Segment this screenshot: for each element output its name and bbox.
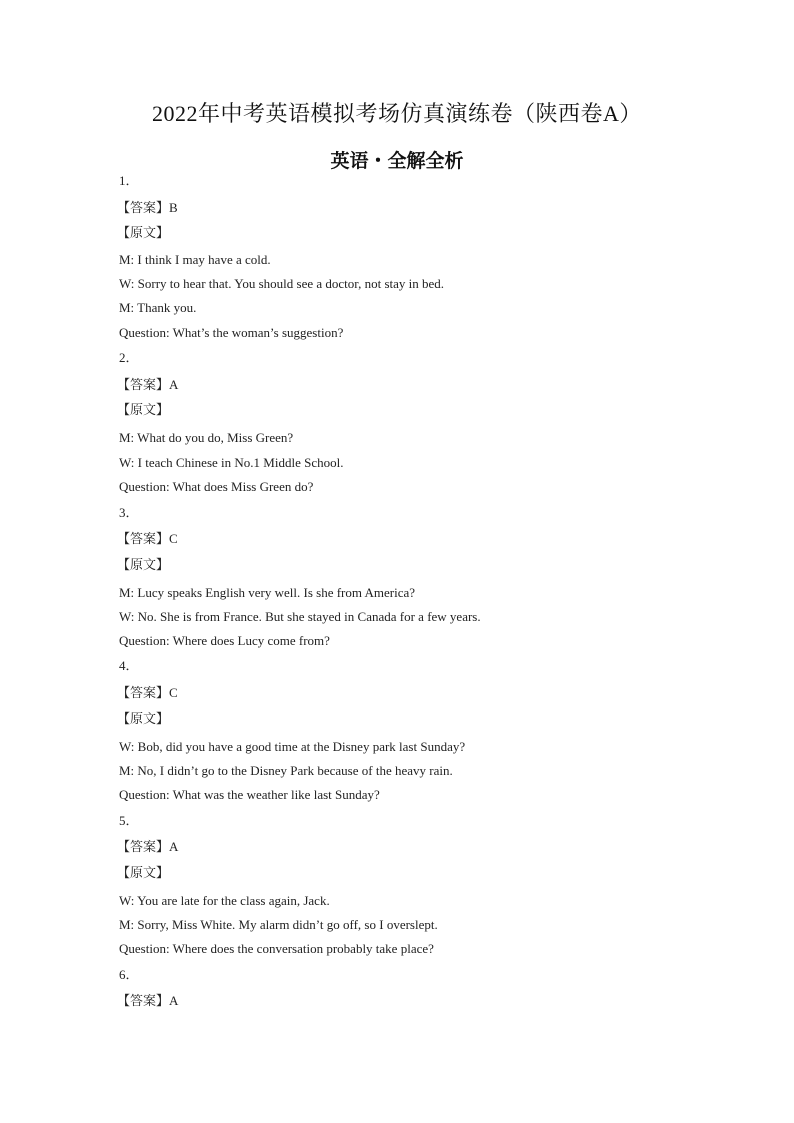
question-number: 6． — [119, 967, 139, 982]
script-line: Question: What does Miss Green do? — [119, 479, 314, 494]
script-line: Question: What’s the woman’s suggestion? — [119, 325, 344, 340]
answer-line — [119, 377, 178, 394]
script-line: W: Sorry to hear that. You should see a doctor, not stay in bed. — [119, 276, 445, 291]
answer-value: A — [169, 377, 179, 392]
script-line: M: Lucy speaks English very well. Is she from America? — [119, 585, 416, 600]
answer-value: C — [169, 685, 178, 700]
answer-label: 【答案】 — [117, 532, 170, 547]
answer-label: 【答案】 — [117, 686, 170, 701]
script-label: 【原文】 — [117, 558, 170, 573]
answer-line — [119, 839, 178, 856]
answer-label: 【答案】 — [117, 378, 170, 393]
answer-line — [119, 685, 178, 702]
script-label: 【原文】 — [117, 712, 170, 727]
question-number: 2． — [119, 350, 139, 365]
script-label: 【原文】 — [117, 866, 170, 881]
script-label: 【原文】 — [117, 403, 170, 418]
answer-line — [119, 531, 178, 548]
question-number: 4． — [119, 658, 139, 673]
page-subtitle: 英语・全解全析 — [330, 150, 464, 172]
script-line: W: I teach Chinese in No.1 Middle School. — [119, 455, 344, 470]
answer-label: 【答案】 — [117, 201, 170, 216]
script-line: Question: What was the weather like last Sunday? — [119, 787, 380, 802]
script-line: W: No. She is from France. But she stayed in Canada for a few years. — [119, 609, 481, 624]
answer-line — [119, 200, 178, 217]
script-line: M: No, I didn’t go to the Disney Park because of the heavy rain. — [119, 763, 453, 778]
answer-line — [119, 993, 178, 1010]
question-number: 3． — [119, 505, 139, 520]
script-label: 【原文】 — [117, 226, 170, 241]
answer-label: 【答案】 — [117, 994, 170, 1009]
script-line: W: Bob, did you have a good time at the Disney park last Sunday? — [119, 739, 466, 754]
script-line: Question: Where does Lucy come from? — [119, 633, 330, 648]
script-line: M: I think I may have a cold. — [119, 252, 271, 267]
script-line: M: Sorry, Miss White. My alarm didn’t go off, so I overslept. — [119, 917, 438, 932]
question-number: 1． — [119, 173, 139, 188]
page-title: 2022年中考英语模拟考场仿真演练卷（陕西卷A） — [152, 101, 642, 126]
question-number: 5． — [119, 813, 139, 828]
script-line: W: You are late for the class again, Jack. — [119, 893, 330, 908]
answer-value: C — [169, 531, 178, 546]
answer-value: B — [169, 200, 178, 215]
script-line: M: Thank you. — [119, 300, 197, 315]
answer-value: A — [169, 993, 179, 1008]
answer-label: 【答案】 — [117, 840, 170, 855]
answer-value: A — [169, 839, 179, 854]
script-line: Question: Where does the conversation probably take place? — [119, 941, 434, 956]
script-line: M: What do you do, Miss Green? — [119, 430, 294, 445]
